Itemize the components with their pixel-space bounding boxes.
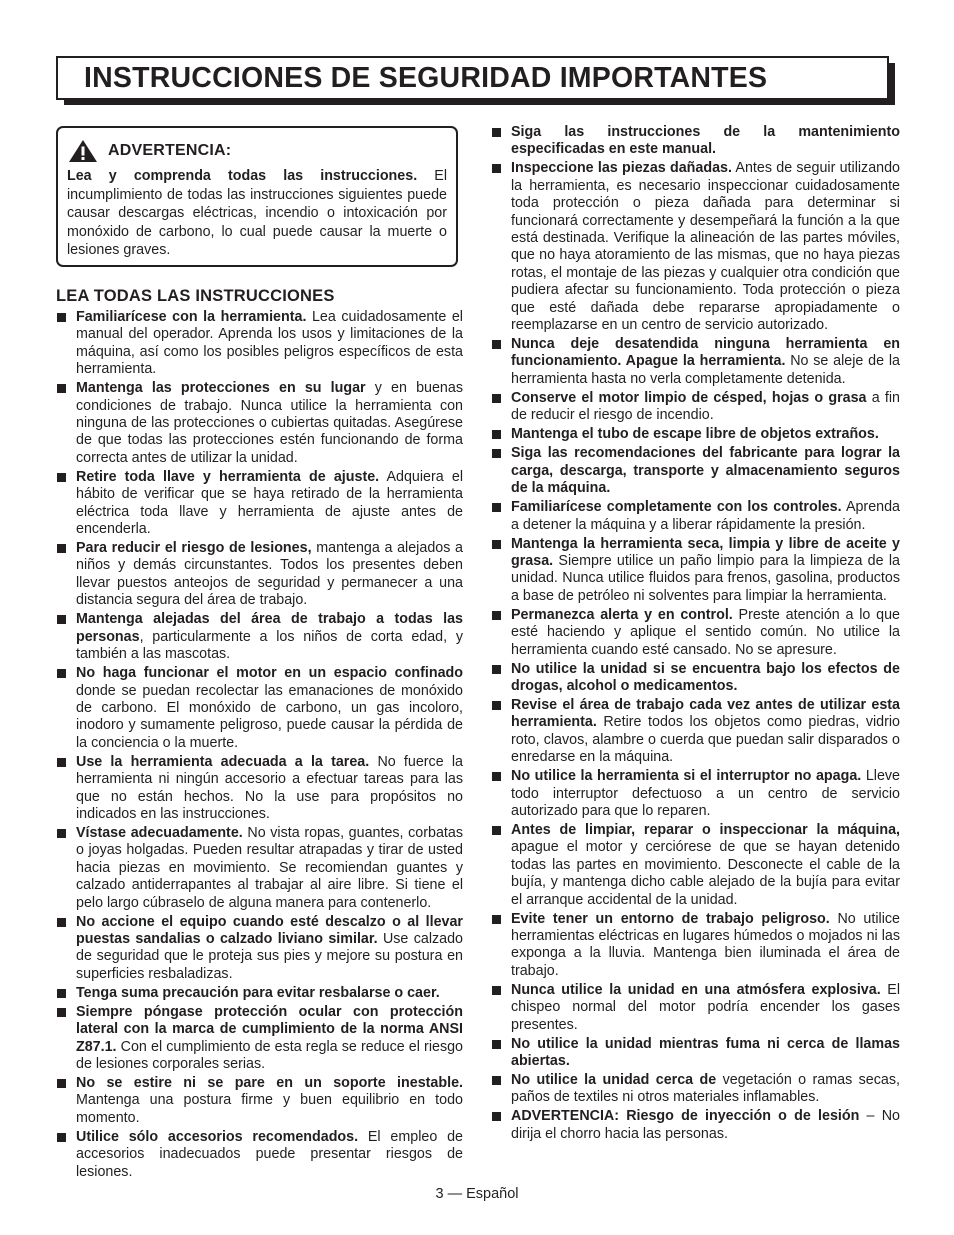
warning-body: El incumplimiento de todas las instrucciones siguientes puede causar descargas eléctricas, incendio o intoxicación por monóxido de carbono, lo cual puede causar la muerte o lesiones graves.: [67, 168, 447, 258]
list-item: [491, 390, 900, 425]
list-item-text: Lleve todo interruptor defectuoso a un centro de servicio autorizado para que lo reparen.: [511, 768, 900, 819]
list-item: [56, 665, 463, 752]
list-item-text: Retire todos los objetos como piedras, vidrio roto, clavos, alambre o cuerda que puedan salir disparados o enredarse en la máquina.: [511, 714, 900, 766]
list-item: [491, 768, 900, 820]
list-item-text: No vista ropas, guantes, corbatas o joyas holgadas. Pueden resultar atrapadas y tirar de usted hacia piezas en movimiento. Se recomiendan guantes y calzado antiderrapantes al trabajar al aire libre. Si tiene el pelo largo cúbraselo de alguna manera para contenerlo.: [76, 824, 463, 911]
list-item: [56, 914, 463, 984]
list-item-bold: Mantenga las protecciones en su lugar: [76, 380, 366, 397]
list-item-text: a fin de reducir el riesgo de incendio.: [511, 389, 900, 424]
list-item-bold: Siga las instrucciones de la mantenimiento especificadas en este manual.: [511, 124, 900, 158]
list-item: [491, 1036, 900, 1071]
right-column: [491, 124, 900, 1145]
list-item-bold: No accione el equipo cuando esté descalzo o al llevar puestas sandalias o calzado liviano similar.: [76, 913, 463, 947]
list-item: [491, 822, 900, 909]
list-item: [491, 499, 900, 534]
list-item-bold: Siempre póngase protección ocular con protección lateral con la marca de cumplimiento de la norma ANSI Z87.1.: [76, 1003, 463, 1055]
page-footer: 3 — Español: [435, 1186, 519, 1202]
list-item: [491, 124, 900, 159]
section-heading: LEA TODAS LAS INSTRUCCIONES: [56, 287, 335, 305]
list-item-text: No utilice herramientas eléctricas en lugares húmedos o mojados ni las exponga a la lluvia. Mantenga bien iluminada el área de trabajo.: [511, 910, 900, 979]
list-item-bold: Familiarícese con la herramienta.: [76, 309, 307, 325]
warning-header: [67, 139, 447, 163]
list-item-bold: Para reducir el riesgo de lesiones,: [76, 540, 312, 557]
list-item-text: vegetación o ramas secas, paños de textiles ni otros materiales inflamables.: [511, 1072, 900, 1106]
warning-lead: Lea y comprenda todas las instrucciones.: [67, 168, 418, 184]
list-item: [491, 1072, 900, 1107]
list-item: [56, 985, 463, 1002]
list-item-text: Con el cumplimiento de esta regla se reduce el riesgo de lesiones corporales serias.: [76, 1038, 463, 1072]
list-item-text: mantenga a alejados a niños y demás circunstantes. Todos los presentes deben llevar puestos anteojos de seguridad y permanecer a una distancia segura del área de trabajo.: [76, 540, 463, 609]
list-item-bold: Evite tener un entorno de trabajo peligroso.: [511, 910, 830, 927]
warning-text: [67, 167, 447, 260]
list-item: [56, 380, 463, 467]
list-item: [56, 1075, 463, 1127]
left-column: [56, 286, 463, 1183]
list-item-text: Aprenda a detener la máquina y a liberar rápidamente la presión.: [511, 499, 900, 533]
list-item-bold: ADVERTENCIA: Riesgo de inyección o de lesión: [511, 1108, 860, 1125]
list-item-bold: No utilice la unidad mientras fuma ni cerca de llamas abiertas.: [511, 1035, 900, 1070]
list-item-bold: Retire toda llave y herramienta de ajuste.: [76, 468, 380, 485]
list-item-text: Use calzado de seguridad que le proteja sus pies y mejore su postura en superficies resbaladizas.: [76, 930, 463, 982]
list-item: [491, 661, 900, 696]
list-item-text: No fuerce la herramienta ni ningún accesorio a efectuar tareas para las que no están hechos. No la use para propósitos no indicados en las instrucciones.: [76, 753, 463, 822]
title-banner: [56, 56, 889, 100]
list-item-text: – No dirija el chorro hacia las personas.: [511, 1108, 900, 1142]
list-item-bold: Mantenga la herramienta seca, limpia y libre de aceite y grasa.: [511, 535, 900, 569]
left-instruction-list: [56, 309, 463, 1181]
list-item-bold: Siga las recomendaciones del fabricante para lograr la carga, descarga, transporte y almacenamiento seguros de la máquina.: [511, 445, 900, 497]
list-item-text: , particularmente a los niños de corta edad, y también a las mascotas.: [76, 628, 463, 663]
list-item: [491, 536, 900, 606]
warning-heading: ADVERTENCIA:: [108, 142, 232, 159]
list-item-bold: Utilice sólo accesorios recomendados.: [76, 1128, 359, 1145]
list-item-bold: Nunca utilice la unidad en una atmósfera explosiva.: [511, 981, 881, 998]
list-item: [56, 754, 463, 824]
list-item-text: Mantenga una postura firme y buen equilibrio en todo momento.: [76, 1092, 463, 1126]
list-item-text: No se aleje de la herramienta hasta no verla completamente detenida.: [511, 353, 900, 387]
list-item: [491, 336, 900, 388]
list-item: [56, 540, 463, 610]
list-item-bold: Conserve el motor limpio de césped, hojas o grasa: [511, 389, 867, 406]
list-item: [491, 445, 900, 497]
list-item: [491, 1108, 900, 1143]
list-item: [56, 611, 463, 663]
list-item: [491, 426, 900, 443]
warning-box: [56, 126, 458, 267]
list-item-bold: Permanezca alerta y en control.: [511, 606, 733, 623]
page-title: INSTRUCCIONES DE SEGURIDAD IMPORTANTES: [84, 62, 768, 94]
list-item-bold: Tenga suma precaución para evitar resbalarse o caer.: [76, 984, 440, 1001]
list-item: [56, 469, 463, 539]
warning-triangle-icon: [68, 139, 98, 163]
list-item-text: donde se puedan recolectar las emanaciones de monóxido de carbono. El monóxido de carbono, un gas incoloro, inodoro y sumamente peligroso, puede causar la pérdida de la conciencia o la muerte.: [76, 682, 463, 751]
list-item-bold: Mantenga alejadas del área de trabajo a todas las personas: [76, 611, 463, 645]
list-item-bold: No se estire ni se pare en un soporte inestable.: [76, 1075, 463, 1091]
list-item-text: apague el motor y cerciórese de que se hayan detenido todas las partes en movimiento. Desconecte el cable de la bujía, y mantenga dicho cable alejado de la bujía para evitar el arranque accidental de la unidad.: [511, 839, 900, 908]
list-item-text: Siempre utilice un paño limpio para la limpieza de la unidad. Nunca utilice fluidos para frenos, gasolina, productos a base de petróleo ni solventes para limpiar la herramienta.: [511, 552, 900, 604]
list-item-bold: Mantenga el tubo de escape libre de objetos extraños.: [511, 426, 879, 443]
list-item: [56, 1004, 463, 1074]
list-item-bold: Nunca deje desatendida ninguna herramienta en funcionamiento. Apague la herramienta.: [511, 336, 900, 370]
list-item-text: El chispeo normal del motor podría encender los gases presentes.: [511, 981, 900, 1033]
list-item: [491, 607, 900, 659]
list-item-bold: No utilice la unidad cerca de: [511, 1072, 717, 1089]
list-item: [491, 911, 900, 981]
list-item: [56, 825, 463, 912]
list-item-bold: Inspeccione las piezas dañadas.: [511, 160, 732, 177]
list-item-bold: No utilice la unidad si se encuentra bajo los efectos de drogas, alcohol o medicamentos.: [511, 660, 900, 694]
list-item-bold: No utilice la herramienta si el interruptor no apaga.: [511, 768, 862, 785]
list-item-text: Antes de seguir utilizando la herramienta, es necesario inspeccionar cuidadosamente toda protección o pieza dañada para determinar si funcionará correctamente y desempeñará la función a la que está destinada. Verifique la alineación de las partes móviles, que no haya atoramiento de las mismas, que no haya piezas rotas, el montaje de las piezas y cualquier otra condición que pudiera afectar su funcionamiento. Toda protección o pieza que esté dañada debe repararse apropiadamente o reemplazarse en un centro de servicio autorizado.: [511, 160, 901, 334]
list-item: [491, 982, 900, 1034]
list-item-text: Adquiera el hábito de verificar que se haya retirado de la herramienta eléctrica toda llave y herramienta de ajuste antes de encenderla.: [76, 468, 463, 538]
list-item: [491, 160, 900, 334]
list-item-text: Preste atención a lo que esté haciendo y aplique el sentido común. No utilice la herramienta cuando esté cansado. No se apresure.: [511, 606, 900, 658]
right-instruction-list: [491, 124, 900, 1143]
list-item-bold: Familiarícese completamente con los controles.: [511, 499, 842, 516]
list-item: [56, 309, 463, 379]
list-item-bold: Vístase adecuadamente.: [76, 824, 243, 841]
list-item-bold: Antes de limpiar, reparar o inspeccionar la máquina,: [511, 821, 900, 838]
list-item: [56, 1129, 463, 1181]
list-item-bold: No haga funcionar el motor en un espacio confinado: [76, 665, 463, 682]
list-item-text: y en buenas condiciones de trabajo. Nunca utilice la herramienta con ninguna de las protecciones o cubiertas quitadas. Asegúrese de que todas las protecciones estén funcionando de forma correcta antes de utilizar la unidad.: [76, 380, 463, 466]
list-item-bold: Use la herramienta adecuada a la tarea.: [76, 753, 370, 770]
list-item-text: Lea cuidadosamente el manual del operador. Aprenda los usos y limitaciones de la máquina, así como los posibles peligros específicos de esta herramienta.: [76, 309, 463, 378]
list-item-bold: Revise el área de trabajo cada vez antes de utilizar esta herramienta.: [511, 696, 900, 731]
list-item-text: El empleo de accesorios inadecuados puede presentar riesgos de lesiones.: [76, 1128, 464, 1180]
list-item: [491, 697, 900, 767]
